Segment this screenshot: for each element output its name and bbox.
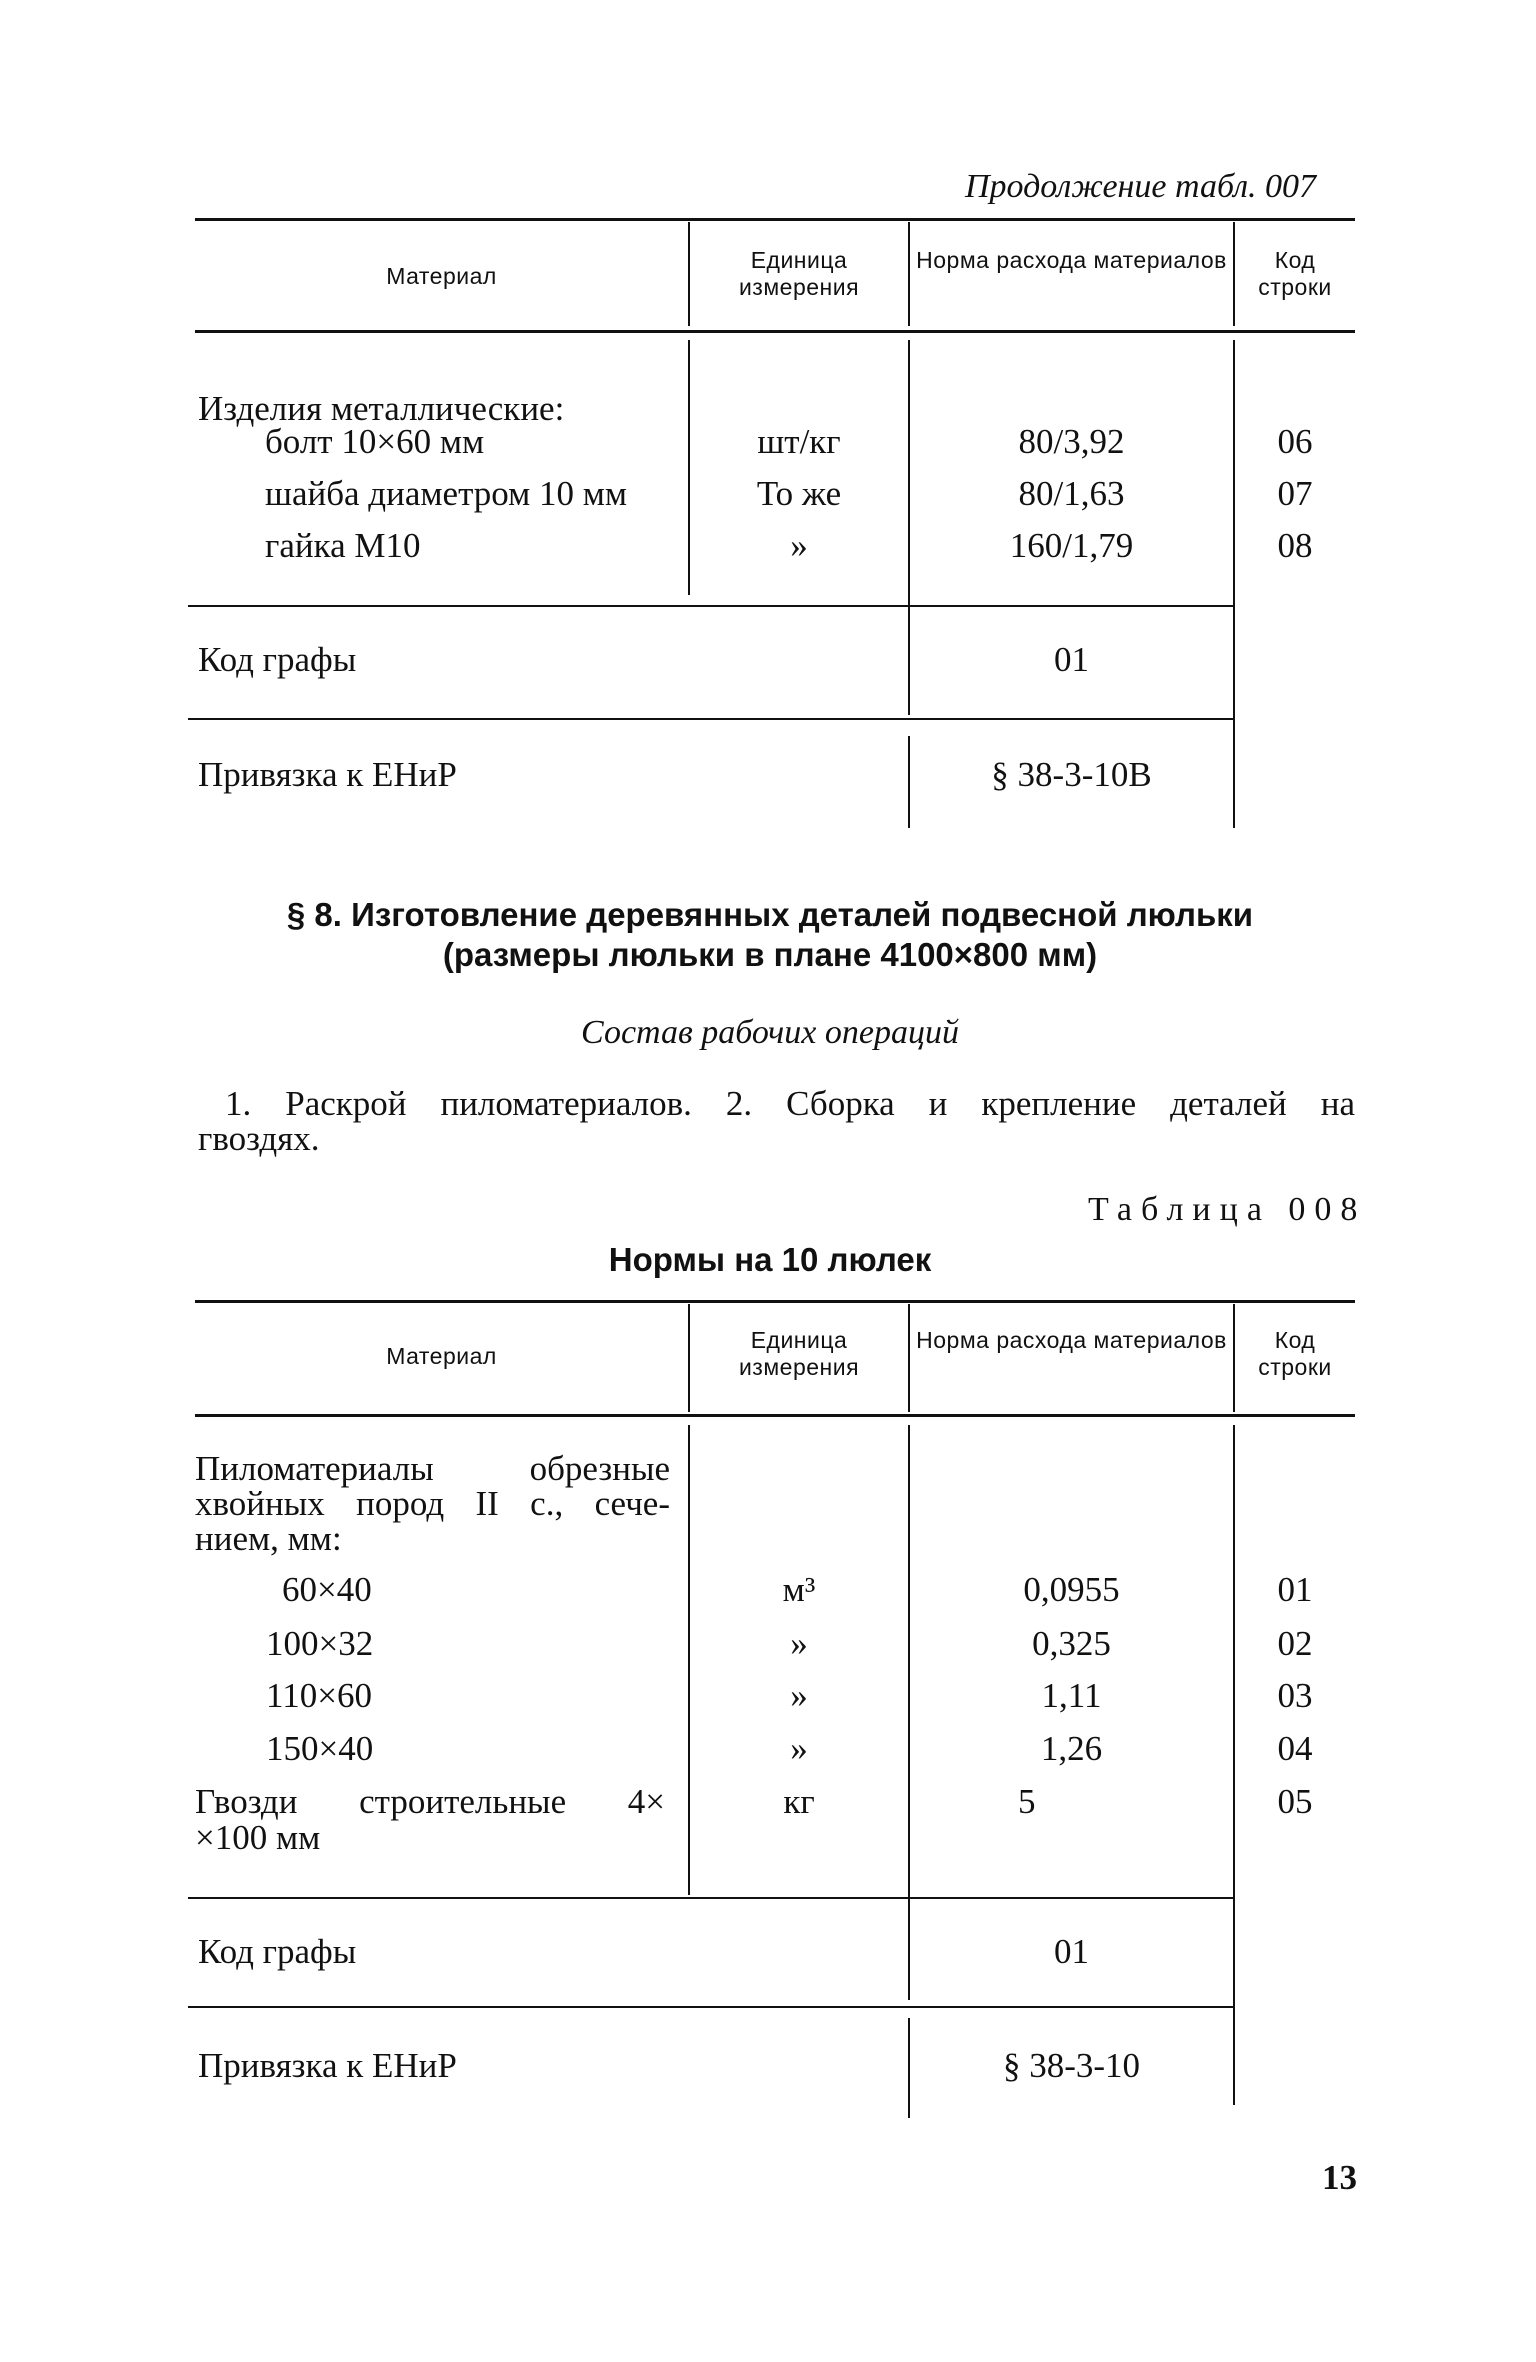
table007-privyazka-value: § 38-3-10В bbox=[991, 755, 1152, 794]
table008-row-4-norm: 1,26 bbox=[1040, 1729, 1103, 1768]
table008-header-code: Код строки bbox=[1258, 1327, 1332, 1380]
table007-row-3-norm: 160/1,79 bbox=[1009, 526, 1134, 565]
table008-nails-line-2: ×100 мм bbox=[195, 1818, 321, 1857]
table008-header-unit: Единица измерения bbox=[738, 1327, 860, 1380]
table008-row-2-code: 02 bbox=[1277, 1624, 1313, 1663]
table008-nails-norm: 5 bbox=[1018, 1782, 1036, 1821]
table007-kod-grafy-value: 01 bbox=[1054, 640, 1089, 679]
table008-header-divider-2 bbox=[908, 1304, 910, 1412]
table007-header-norm: Норма расхода материалов bbox=[916, 247, 1227, 273]
table007-header-material: Материал bbox=[386, 263, 497, 289]
table007-row-1-unit: шт/кг bbox=[757, 422, 841, 461]
table008-label: Таблица 008 bbox=[1088, 1191, 1367, 1228]
table008-privyazka-label: Привязка к ЕНиР bbox=[198, 2046, 457, 2085]
table007-row-1-material: болт 10×60 мм bbox=[265, 422, 485, 461]
table008-row-4-unit: » bbox=[790, 1729, 808, 1768]
table008-row-1-code: 01 bbox=[1277, 1570, 1313, 1609]
page-number: 13 bbox=[1322, 2158, 1357, 2197]
table008-nails-code: 05 bbox=[1277, 1782, 1313, 1821]
table008-row-2-unit: » bbox=[790, 1624, 808, 1663]
table008-row-3-unit: » bbox=[790, 1676, 808, 1715]
table008-title: Нормы на 10 люлек bbox=[608, 1241, 932, 1278]
table007-row-3-material: гайка М10 bbox=[265, 526, 421, 565]
table008-body-rule bbox=[188, 1897, 1235, 1899]
table007-header-divider-2 bbox=[908, 222, 910, 326]
table007-body-rule bbox=[188, 605, 1235, 607]
section-paragraph-line-1: 1. Раскрой пиломатериалов. 2. Сборка и крепление деталей на bbox=[225, 1084, 1355, 1123]
table007-row-2-unit: То же bbox=[756, 474, 842, 513]
table008-group-line-2: хвойных пород II с., сече- bbox=[195, 1484, 670, 1523]
table008-header-norm: Норма расхода материалов bbox=[916, 1327, 1227, 1353]
table007-top-rule bbox=[195, 218, 1355, 221]
table008-kod-rule bbox=[188, 2006, 1235, 2008]
table008-row-3-material: 110×60 bbox=[266, 1676, 372, 1715]
table008-row-4-code: 04 bbox=[1277, 1729, 1313, 1768]
table007-kod-grafy-label: Код графы bbox=[198, 640, 357, 679]
table007-row-2-norm: 80/1,63 bbox=[1018, 474, 1125, 513]
table008-header-rule bbox=[195, 1414, 1355, 1417]
continuation-caption: Продолжение табл. 007 bbox=[965, 168, 1317, 205]
table008-row-1-unit: м³ bbox=[782, 1570, 816, 1609]
table007-group-title: Изделия металлические: bbox=[198, 389, 565, 428]
table008-row-2-norm: 0,325 bbox=[1032, 1624, 1111, 1663]
table007-row-2-code: 07 bbox=[1277, 474, 1313, 513]
table008-row-2-material: 100×32 bbox=[266, 1624, 374, 1663]
table008-row-4-material: 150×40 bbox=[266, 1729, 374, 1768]
table008-privyazka-value: § 38-3-10 bbox=[1002, 2046, 1141, 2085]
table007-row-2-material: шайба диаметром 10 мм bbox=[265, 474, 628, 513]
section-paragraph-line-2: гвоздях. bbox=[198, 1119, 320, 1158]
table008-kod-grafy-label: Код графы bbox=[198, 1932, 357, 1971]
table007-header-unit: Единица измерения bbox=[738, 247, 860, 300]
table008-row-3-norm: 1,11 bbox=[1041, 1676, 1102, 1715]
table008-row-1-material: 60×40 bbox=[282, 1570, 372, 1609]
table008-group-line-3: нием, мм: bbox=[195, 1519, 342, 1558]
table007-body-divider-3 bbox=[1233, 340, 1235, 828]
table007-privyazka-label: Привязка к ЕНиР bbox=[198, 755, 457, 794]
section-title-line-2: (размеры люльки в плане 4100×800 мм) bbox=[442, 936, 1098, 973]
table008-kod-grafy-value: 01 bbox=[1054, 1932, 1089, 1971]
table007-row-3-code: 08 bbox=[1277, 526, 1313, 565]
table007-header-code: Код строки bbox=[1258, 247, 1332, 300]
table008-nails-unit: кг bbox=[783, 1782, 815, 1821]
table008-nails-line-1: Гвозди строительные 4× bbox=[195, 1782, 665, 1821]
table007-row-1-code: 06 bbox=[1277, 422, 1313, 461]
table007-row-1-norm: 80/3,92 bbox=[1018, 422, 1125, 461]
table008-row-1-norm: 0,0955 bbox=[1023, 1570, 1120, 1609]
table008-header-material: Материал bbox=[386, 1343, 497, 1369]
section-title-line-1: § 8. Изготовление деревянных деталей подвесной люльки bbox=[286, 896, 1254, 933]
section-subtitle: Состав рабочих операций bbox=[581, 1014, 959, 1051]
table007-header-rule bbox=[195, 330, 1355, 333]
table008-top-rule bbox=[195, 1300, 1355, 1303]
table007-row-3-unit: » bbox=[790, 526, 808, 565]
table008-row-3-code: 03 bbox=[1277, 1676, 1313, 1715]
table008-group-line-1: Пиломатериалы обрезные bbox=[195, 1449, 670, 1488]
table007-kod-rule bbox=[188, 718, 1235, 720]
